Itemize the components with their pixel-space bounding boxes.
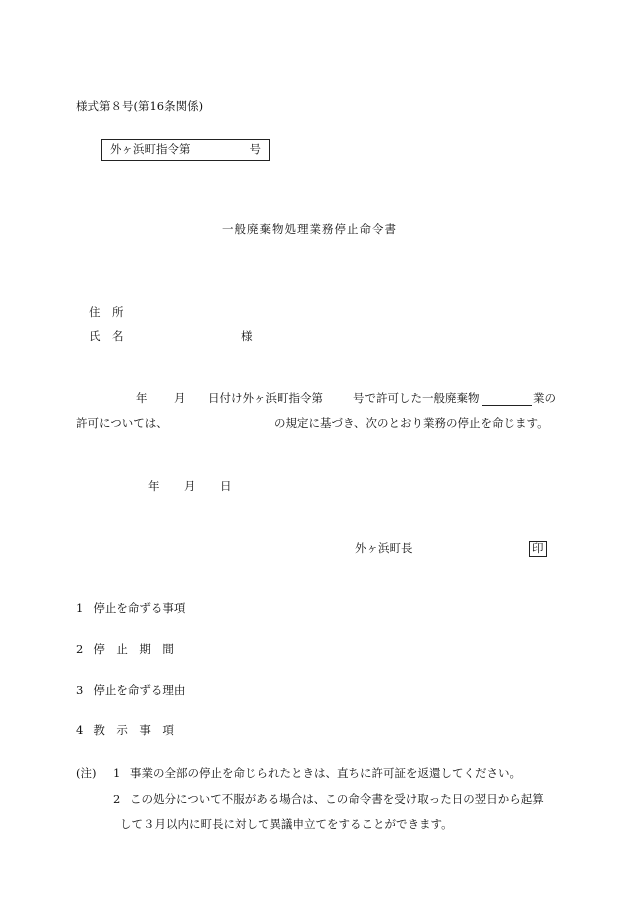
item-number: 3 xyxy=(76,683,84,697)
permit-number-box xyxy=(101,139,270,161)
address-label: 住 所 xyxy=(89,305,124,319)
item-number: 2 xyxy=(76,642,84,656)
body-permit-no: 号で許可した一般廃棄物 xyxy=(353,391,480,405)
document-title: 一般廃棄物処理業務停止命令書 xyxy=(222,222,397,236)
item-number: 4 xyxy=(76,723,84,737)
date-year: 年 xyxy=(148,479,160,493)
body-month: 月 xyxy=(174,391,186,405)
body-line2-start: 許可については、 xyxy=(76,416,168,430)
item-label: 停止を命ずる事項 xyxy=(93,601,186,615)
name-label: 氏 名 xyxy=(89,329,124,343)
body-business-suffix: 業の xyxy=(533,391,556,405)
item-3 xyxy=(76,685,185,697)
note-2-text-line2: して３月以内に町長に対して異議申立てをすることができます。 xyxy=(120,817,453,831)
item-label: 教 示 事 項 xyxy=(93,723,174,737)
permit-box-suffix: 号 xyxy=(249,142,261,156)
issuer-title: 外ヶ浜町長 xyxy=(355,541,413,555)
body-line2-end: の規定に基づき、次のとおり業務の停止を命じます。 xyxy=(274,416,549,430)
honorific: 様 xyxy=(241,329,253,343)
note-1-text: 事業の全部の停止を命じられたときは、直ちに許可証を返還してください。 xyxy=(130,766,521,780)
note-2-number: 2 xyxy=(113,792,121,806)
seal-mark: 印 xyxy=(529,541,547,557)
note-1-number: 1 xyxy=(113,766,121,780)
form-reference: 様式第８号(第16条関係) xyxy=(76,99,204,113)
date-day: 日 xyxy=(220,479,232,493)
note-2-text-line1: この処分について不服がある場合は、この命令書を受け取った日の翌日から起算 xyxy=(130,792,544,806)
item-number: 1 xyxy=(76,601,84,615)
body-year: 年 xyxy=(136,391,148,405)
body-day-permit: 日付け外ヶ浜町指令第 xyxy=(208,391,323,405)
date-month: 月 xyxy=(184,479,196,493)
item-2 xyxy=(76,644,174,656)
item-label: 停 止 期 間 xyxy=(93,642,174,656)
permit-box-prefix: 外ヶ浜町指令第 xyxy=(110,142,191,156)
notes-label: (注) xyxy=(76,766,97,780)
business-type-blank xyxy=(482,393,532,406)
item-label: 停止を命ずる理由 xyxy=(93,683,186,697)
item-4 xyxy=(76,725,174,737)
item-1 xyxy=(76,603,185,615)
